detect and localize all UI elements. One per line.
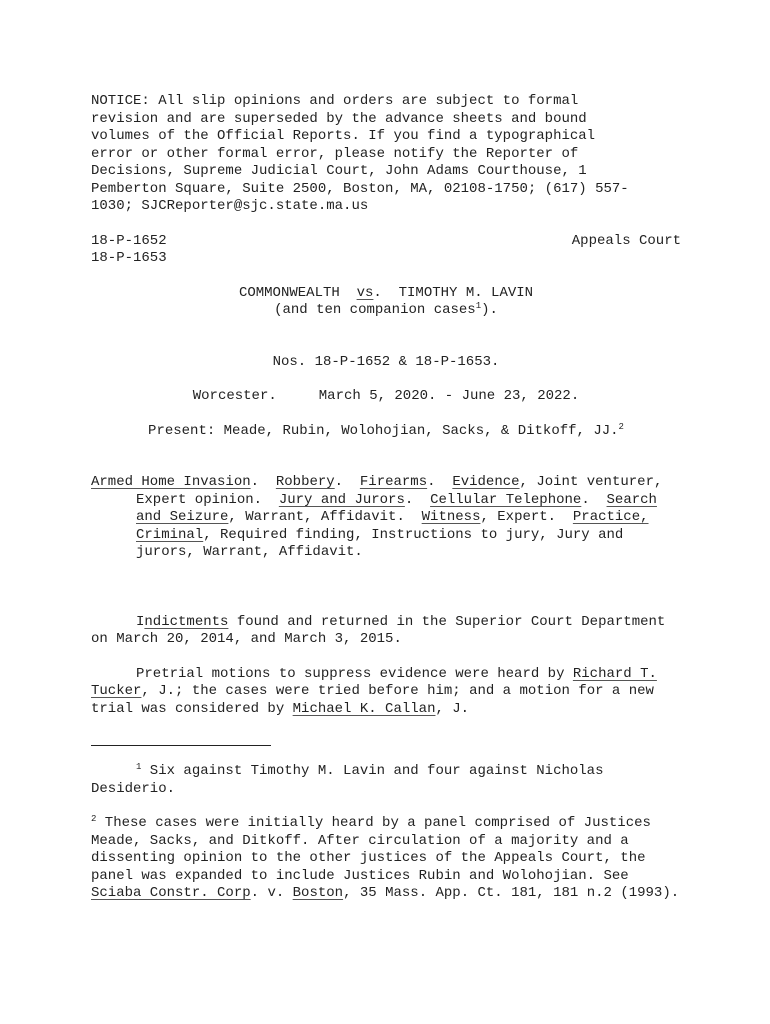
caption-parties: COMMONWEALTH vs. TIMOTHY M. LAVIN [238,284,534,301]
procedural-history-1: Indictments found and returned in the Superior Court Department on March 20, 2014, and March 3, 2015. [91,613,666,647]
party-1: COMMONWEALTH [238,284,340,301]
case-numbers: Nos. 18-P-1652 & 18-P-1653. [272,353,500,370]
headnote-topic: Jury and Jurors [278,491,405,508]
hearing-dates: March 5, 2020. - June 23, 2022. [318,388,580,404]
footnote-2: $^2$ These cases were initially heard by a panel comprised of Justices Meade, Sacks, and Ditkoff. After circulation of a majority and a dissenting opinion to the other justices of the Appeals Court, the panel was expanded to include Justices Rubin and Wolohojian. See Sciaba Constr. Corp. v. Boston, 35 Mass. App. Ct. 181, 181 n.2 (1993). [91,814,680,901]
headnote-topic: Evidence [452,474,520,490]
headnote-topic: Firearms [359,474,428,490]
county: Worcester. [192,388,277,404]
footnote-ref-1: 1 [475,301,482,311]
headnote-topic: Practice, Criminal [136,509,649,543]
indictments-link: ndictments [144,613,229,630]
headnote-topic: Search and Seizure [136,491,657,525]
case-citation: Sciaba Constr. Corp [91,885,251,901]
docket-row [91,233,681,268]
headnotes: Armed Home Invasion. Robbery. Firearms. Evidence, Joint venturer, Expert opinion. Jury and Jurors. Cellular Telephone. Search and Seizure, Warrant, Affidavit. Witness, Expert. Practice, Criminal, Required finding, Instructions to jury, Jury and jurors, Warrant, Affidavit. [91,474,671,560]
present-justices: Present: Meade, Rubin, Wolohojian, Sacks, & Ditkoff, JJ.$^2$ [148,421,624,439]
headnote-topic: Cellular Telephone [430,491,582,508]
trial-judge-name: Richard T. Tucker [91,665,657,699]
headnote-topic: Witness [421,509,481,525]
notice-paragraph: NOTICE: All slip opinions and orders are subject to formal revision and are superseded by the advance sheets and bound volumes of the Official Reports. If you find a typographical error or other formal error, please notify the Reporter of Decisions, Supreme Judicial Court, John Adams Courthouse, 1 Pemberton Square, Suite 2500, Boston, MA, 02108-1750; (617) 557- 1030; SJCReporter@sjc.state.ma.us [91,93,629,214]
headnote-topic: Armed Home Invasion [91,474,251,490]
headnote-topic: Robbery [275,474,335,490]
slip-opinion-page [91,93,681,903]
footnote-ref-2: 2 [618,421,624,432]
docket-number-2: 18-P-1653 [91,250,167,266]
versus: vs [356,284,374,301]
court-name: Appeals Court [571,232,681,249]
companion-cases: (and ten companion cases$^1$). [274,301,498,318]
footnote-1: $^1$ Six against Timothy M. Lavin and four against Nicholas Desiderio. [91,762,604,797]
case-citation: Boston [292,885,344,901]
motion-judge-name: Michael K. Callan [292,700,436,717]
case-caption [91,285,681,320]
docket-number-1: 18-P-1652 [91,232,167,249]
docket-numbers [91,233,167,268]
party-2: TIMOTHY M. LAVIN [398,284,534,301]
venue-dates [91,388,681,406]
procedural-history-2: Pretrial motions to suppress evidence were heard by Richard T. Tucker, J.; the cases were tried before him; and a motion for a new trial was considered by Michael K. Callan, J. [91,665,657,717]
footnote-divider [91,745,271,746]
